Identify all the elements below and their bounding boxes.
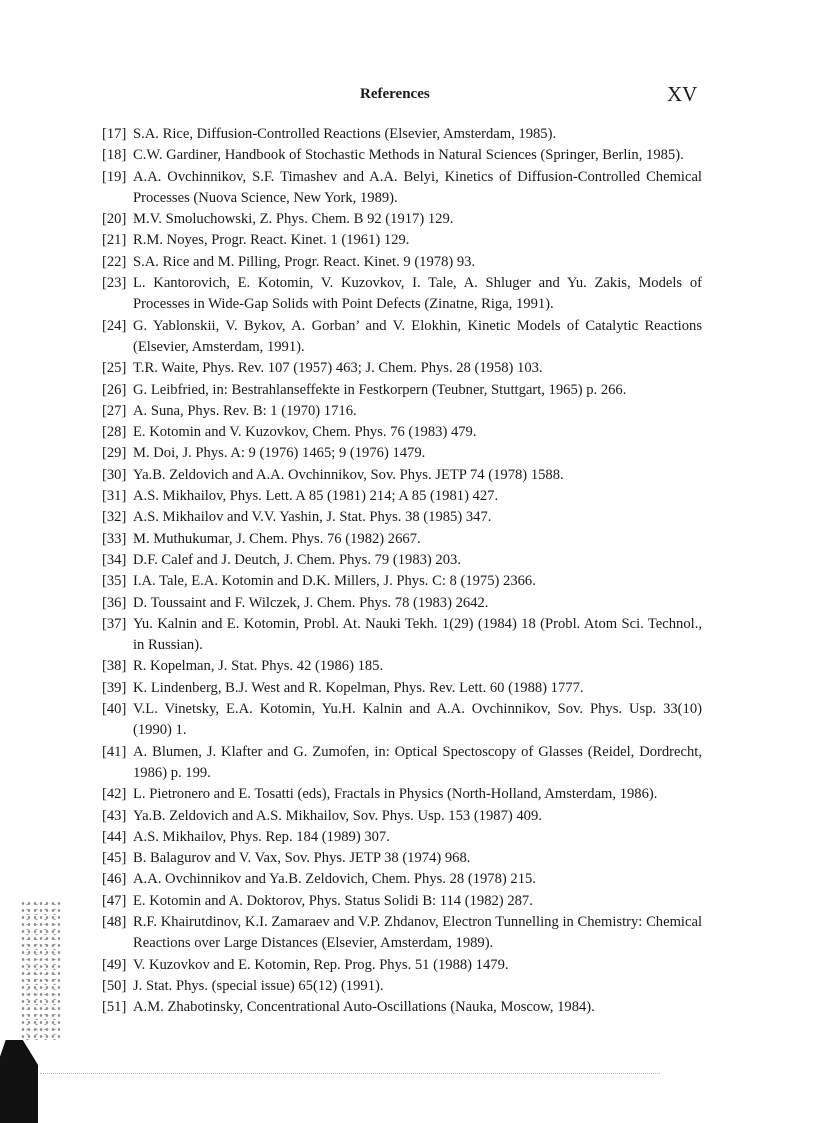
reference-text: A. Blumen, J. Klafter and G. Zumofen, in: Optical Spectoscopy of Glasses (Reidel, Dordrecht, 1986) p. 199.: [133, 743, 702, 781]
reference-text: E. Kotomin and A. Doktorov, Phys. Status Solidi B: 114 (1982) 287.: [133, 892, 533, 909]
reference-item: [102, 529, 702, 550]
reference-item: [102, 593, 702, 614]
reference-item: [102, 209, 702, 230]
reference-text: S.A. Rice and M. Pilling, Progr. React. Kinet. 9 (1978) 93.: [133, 253, 476, 270]
reference-number: [38]: [102, 658, 127, 675]
reference-text: G. Yablonskii, V. Bykov, A. Gorban’ and V. Elokhin, Kinetic Models of Catalytic Reactions (Elsevier, Amsterdam, 1991).: [133, 317, 702, 355]
reference-item: [102, 678, 702, 699]
reference-text: C.W. Gardiner, Handbook of Stochastic Methods in Natural Sciences (Springer, Berlin, 1985).: [133, 147, 684, 164]
reference-item: [102, 699, 702, 742]
running-head-title: References: [360, 86, 430, 102]
reference-text: G. Leibfried, in: Bestrahlanseffekte in Festkorpern (Teubner, Stuttgart, 1965) p. 266.: [133, 381, 627, 398]
page-header: [0, 82, 816, 110]
page-number: XV: [667, 82, 698, 106]
reference-item: [102, 976, 702, 997]
reference-item: [102, 358, 702, 379]
reference-item: [102, 124, 702, 145]
reference-number: [33]: [102, 530, 127, 547]
reference-text: M. Muthukumar, J. Chem. Phys. 76 (1982) 2667.: [133, 530, 421, 547]
reference-text: A.M. Zhabotinsky, Concentrational Auto-Oscillations (Nauka, Moscow, 1984).: [133, 999, 595, 1016]
reference-item: [102, 380, 702, 401]
reference-text: S.A. Rice, Diffusion-Controlled Reactions (Elsevier, Amsterdam, 1985).: [133, 126, 557, 142]
reference-text: A.S. Mikhailov and V.V. Yashin, J. Stat. Phys. 38 (1985) 347.: [133, 509, 492, 526]
reference-text: R.M. Noyes, Progr. React. Kinet. 1 (1961) 129.: [133, 232, 410, 249]
reference-number: [29]: [102, 445, 127, 462]
reference-item: [102, 571, 702, 592]
reference-text: R.F. Khairutdinov, K.I. Zamaraev and V.P. Zhdanov, Electron Tunnelling in Chemistry: Chemical Reactions over Large Distances (Elsevier, Amsterdam, 1989).: [133, 913, 702, 952]
reference-text: V.L. Vinetsky, E.A. Kotomin, Yu.H. Kalnin and A.A. Ovchinnikov, Sov. Phys. Usp. 33(10) (1990) 1.: [133, 701, 702, 739]
reference-item: [102, 806, 702, 827]
reference-item: [102, 316, 702, 359]
scan-artifact-edge: [0, 1040, 38, 1123]
reference-number: [48]: [102, 913, 127, 930]
reference-item: [102, 550, 702, 571]
scan-artifact-speckle: [20, 900, 60, 1040]
reference-text: D. Toussaint and F. Wilczek, J. Chem. Phys. 78 (1983) 2642.: [133, 594, 489, 611]
reference-item: [102, 252, 702, 273]
reference-text: M. Doi, J. Phys. A: 9 (1976) 1465; 9 (1976) 1479.: [133, 445, 426, 462]
reference-item: [102, 486, 702, 507]
reference-item: [102, 230, 702, 251]
reference-text: I.A. Tale, E.A. Kotomin and D.K. Millers, J. Phys. C: 8 (1975) 2366.: [133, 573, 536, 590]
reference-item: [102, 742, 702, 785]
reference-text: A. Suna, Phys. Rev. B: 1 (1970) 1716.: [133, 402, 357, 419]
reference-text: J. Stat. Phys. (special issue) 65(12) (1991).: [133, 977, 384, 994]
reference-item: [102, 955, 702, 976]
reference-item: [102, 656, 702, 677]
reference-number: [51]: [102, 999, 127, 1016]
reference-number: [50]: [102, 977, 127, 994]
reference-item: [102, 465, 702, 486]
reference-number: [42]: [102, 786, 127, 803]
reference-text: Ya.B. Zeldovich and A.A. Ovchinnikov, Sov. Phys. JETP 74 (1978) 1588.: [133, 466, 564, 483]
reference-item: [102, 443, 702, 464]
reference-number: [24]: [102, 317, 127, 334]
reference-text: V. Kuzovkov and E. Kotomin, Rep. Prog. Phys. 51 (1988) 1479.: [133, 956, 509, 973]
reference-text: A.S. Mikhailov, Phys. Rep. 184 (1989) 307.: [133, 828, 390, 845]
reference-item: [102, 167, 702, 210]
reference-number: [31]: [102, 488, 127, 505]
scan-artifact-line: [40, 1073, 660, 1074]
reference-number: [39]: [102, 679, 127, 696]
reference-text: M.V. Smoluchowski, Z. Phys. Chem. B 92 (1917) 129.: [133, 211, 454, 228]
reference-number: [46]: [102, 871, 127, 888]
reference-text: R. Kopelman, J. Stat. Phys. 42 (1986) 185.: [133, 658, 384, 675]
reference-number: [26]: [102, 381, 127, 398]
reference-item: [102, 869, 702, 890]
reference-text: A.A. Ovchinnikov and Ya.B. Zeldovich, Chem. Phys. 28 (1978) 215.: [133, 871, 536, 888]
reference-number: [34]: [102, 551, 127, 568]
reference-text: L. Pietronero and E. Tosatti (eds), Fractals in Physics (North-Holland, Amsterdam, 1986).: [133, 786, 658, 803]
reference-text: T.R. Waite, Phys. Rev. 107 (1957) 463; J. Chem. Phys. 28 (1958) 103.: [133, 360, 543, 377]
reference-number: [35]: [102, 573, 127, 590]
reference-number: [32]: [102, 509, 127, 526]
reference-item: [102, 145, 702, 166]
reference-item: [102, 912, 702, 955]
reference-item: [102, 997, 702, 1018]
reference-number: [45]: [102, 850, 127, 867]
reference-number: [28]: [102, 424, 127, 441]
reference-number: [25]: [102, 360, 127, 377]
reference-text: L. Kantorovich, E. Kotomin, V. Kuzovkov, I. Tale, A. Shluger and Yu. Zakis, Models of Processes in Wide-Gap Solids with Point Defects (Zinatne, Riga, 1991).: [133, 275, 702, 313]
reference-number: [23]: [102, 275, 127, 292]
reference-number: [19]: [102, 168, 127, 185]
reference-number: [36]: [102, 594, 127, 611]
reference-number: [20]: [102, 211, 127, 228]
reference-number: [41]: [102, 743, 127, 760]
reference-text: Ya.B. Zeldovich and A.S. Mikhailov, Sov. Phys. Usp. 153 (1987) 409.: [133, 807, 542, 824]
reference-text: A.S. Mikhailov, Phys. Lett. A 85 (1981) 214; A 85 (1981) 427.: [133, 488, 499, 505]
reference-text: D.F. Calef and J. Deutch, J. Chem. Phys. 79 (1983) 203.: [133, 551, 461, 568]
reference-item: [102, 422, 702, 443]
reference-item: [102, 848, 702, 869]
reference-number: [21]: [102, 232, 127, 249]
reference-number: [18]: [102, 147, 127, 164]
reference-number: [43]: [102, 807, 127, 824]
reference-text: E. Kotomin and V. Kuzovkov, Chem. Phys. 76 (1983) 479.: [133, 424, 477, 441]
reference-item: [102, 507, 702, 528]
reference-item: [102, 827, 702, 848]
reference-item: [102, 891, 702, 912]
reference-number: [40]: [102, 701, 127, 718]
reference-text: B. Balagurov and V. Vax, Sov. Phys. JETP 38 (1974) 968.: [133, 850, 471, 867]
reference-text: K. Lindenberg, B.J. West and R. Kopelman, Phys. Rev. Lett. 60 (1988) 1777.: [133, 679, 584, 696]
reference-number: [17]: [102, 126, 127, 142]
reference-number: [47]: [102, 892, 127, 909]
reference-number: [30]: [102, 466, 127, 483]
reference-list: [102, 124, 702, 1018]
reference-item: [102, 401, 702, 422]
reference-number: [37]: [102, 615, 127, 632]
reference-text: Yu. Kalnin and E. Kotomin, Probl. At. Nauki Tekh. 1(29) (1984) 18 (Probl. Atom Sci. Technol., in Russian).: [133, 615, 702, 654]
reference-item: [102, 614, 702, 657]
reference-text: A.A. Ovchinnikov, S.F. Timashev and A.A. Belyi, Kinetics of Diffusion-Controlled Chemical Processes (Nuova Science, New York, 1989).: [133, 168, 702, 206]
reference-number: [22]: [102, 253, 127, 270]
reference-item: [102, 784, 702, 805]
reference-number: [44]: [102, 828, 127, 845]
reference-number: [49]: [102, 956, 127, 973]
reference-number: [27]: [102, 402, 127, 419]
reference-item: [102, 273, 702, 316]
